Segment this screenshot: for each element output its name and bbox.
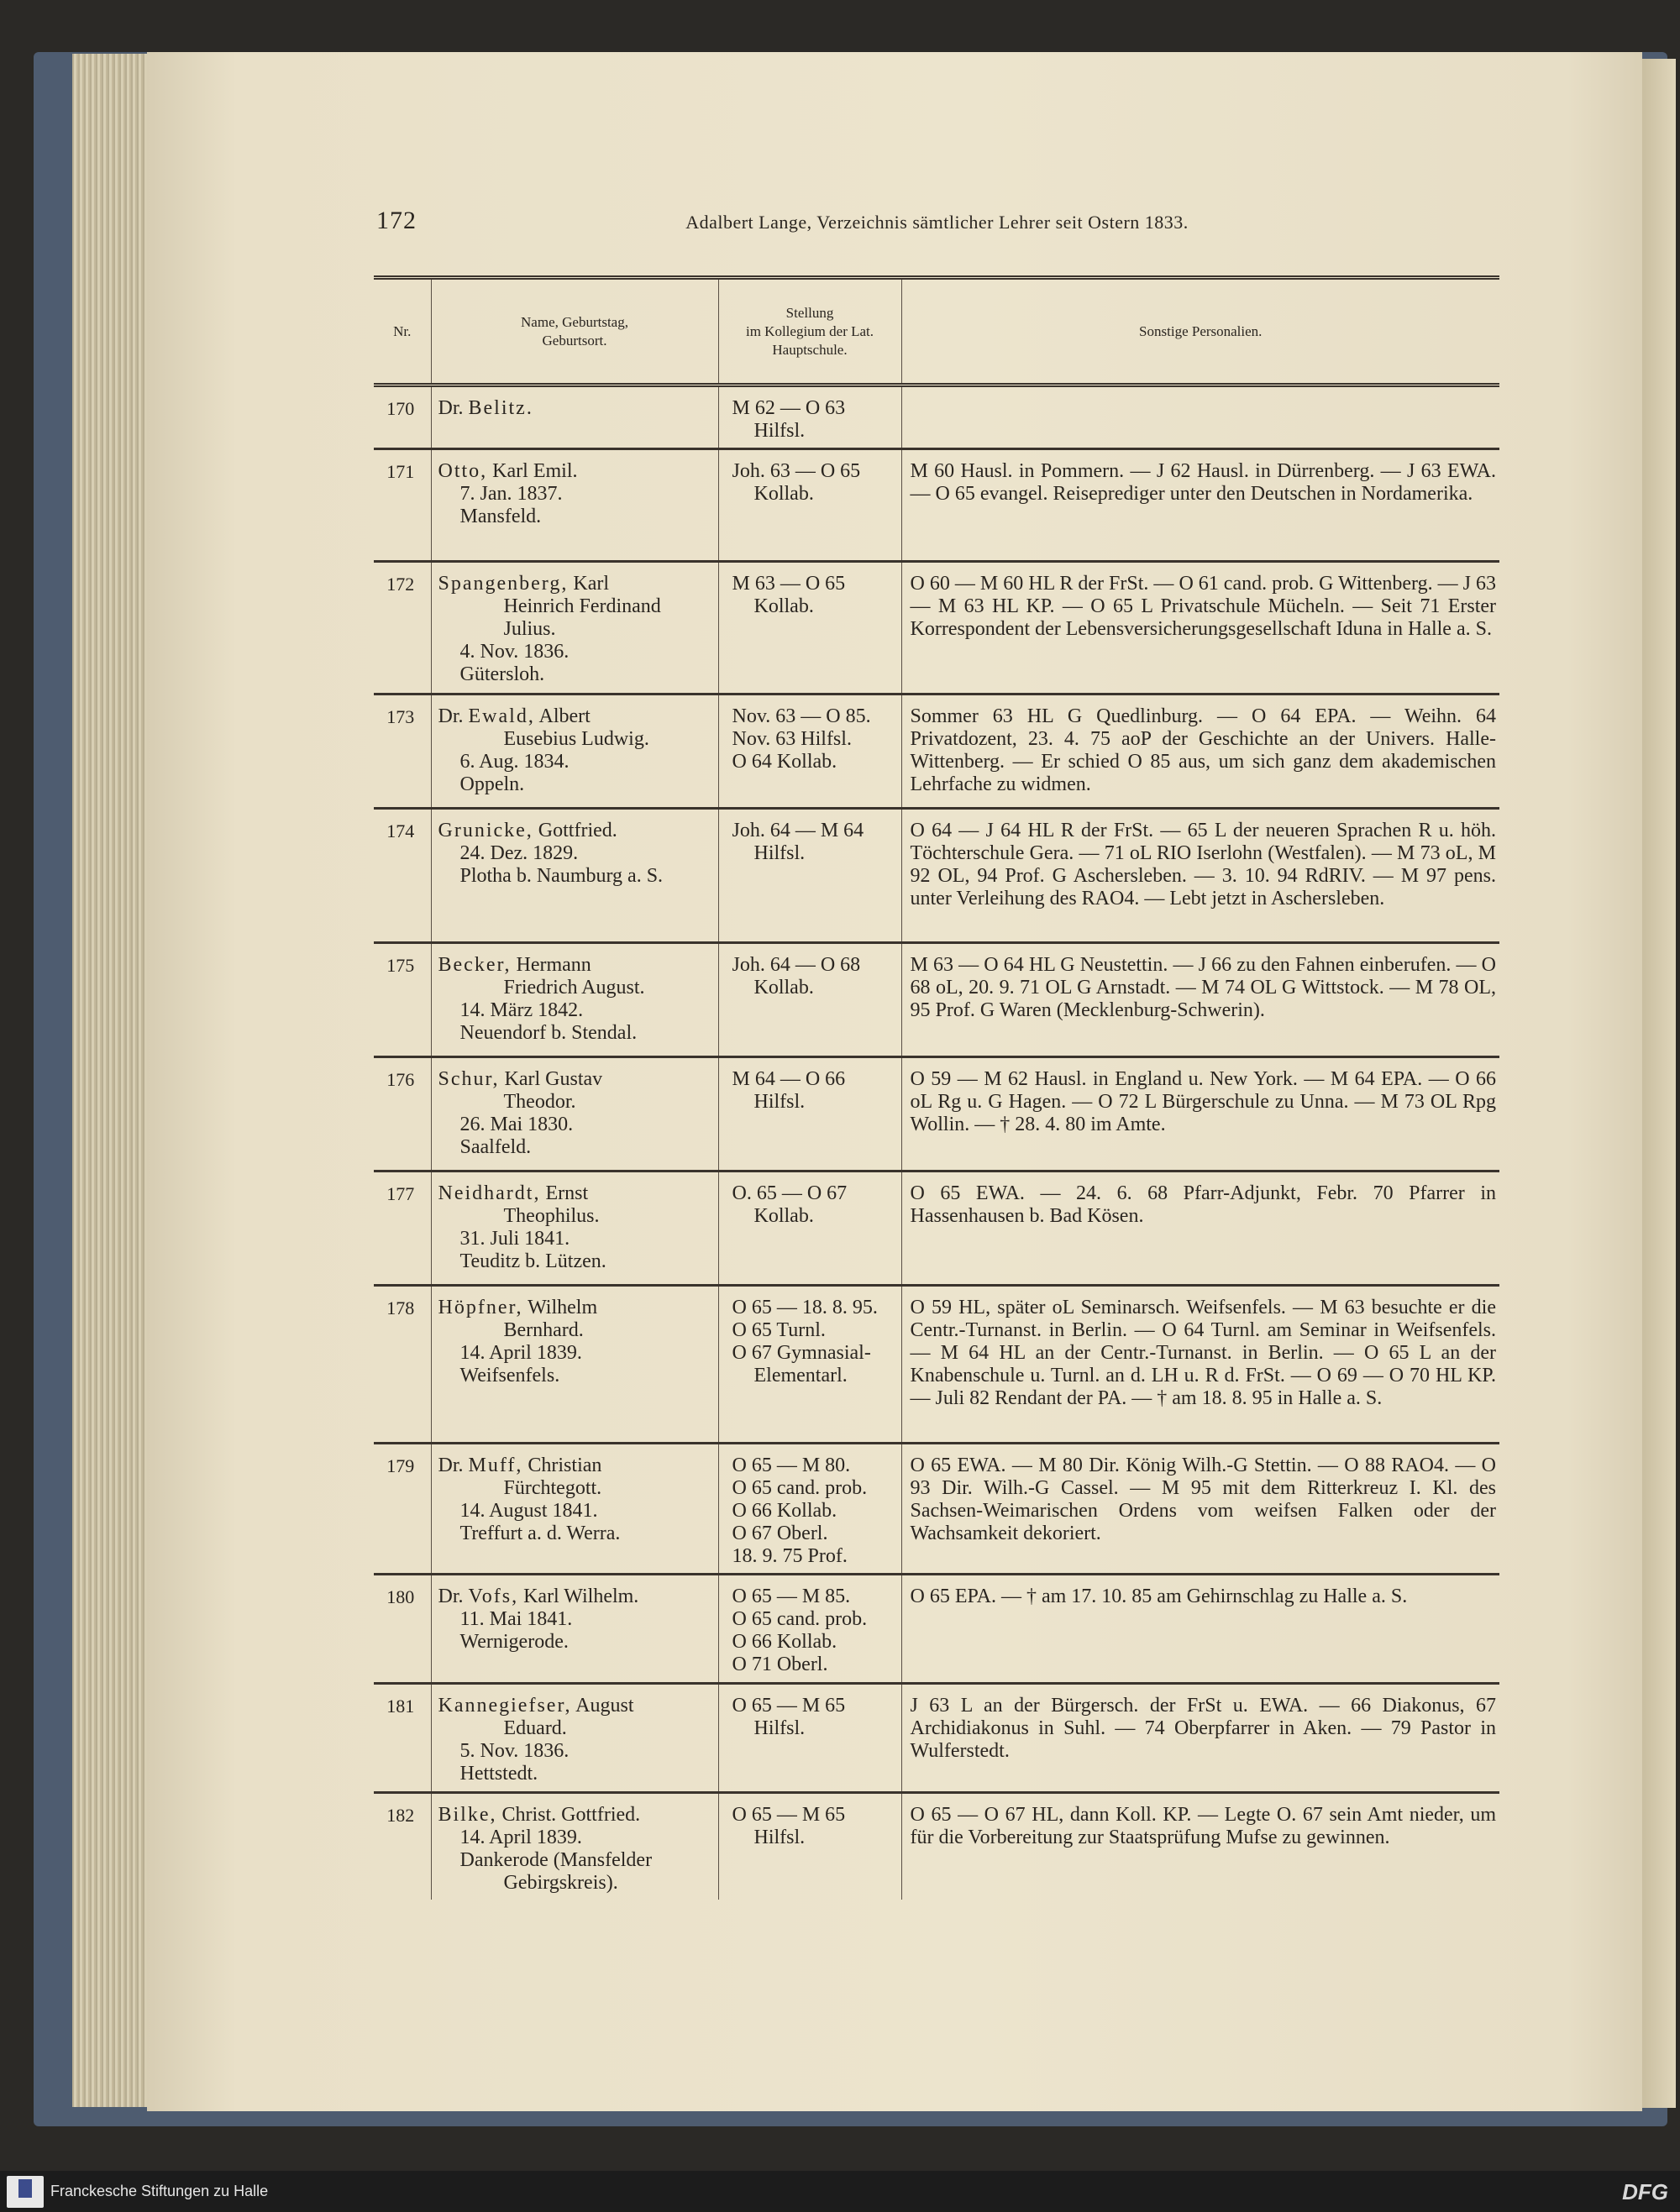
given-name: Julius. xyxy=(503,618,556,640)
register-row xyxy=(374,943,1499,1057)
entry-number: 172 xyxy=(374,562,431,695)
entry-number: 178 xyxy=(374,1286,431,1444)
given-name: Karl Wilhelm. xyxy=(523,1586,639,1607)
birth-place: Plotha b. Naumburg a. S. xyxy=(459,865,664,887)
header-stellung-line: im Kollegium der Lat. xyxy=(745,322,874,339)
position-line: O 65 — M 85. xyxy=(732,1586,851,1607)
position-cell xyxy=(718,449,901,562)
position-line: O 65 — M 65 xyxy=(732,1695,846,1717)
surname: Becker, xyxy=(438,954,512,976)
personal-details: O 60 — M 60 HL R der FrSt. — O 61 cand. prob. G Wittenberg. — J 63 — M 63 HL KP. — O 65 L Privatschule Mücheln. — Seit 71 Erster Korrespondent der Lebensversicherungsgesellschaft Iduna in Halle a. S. xyxy=(901,562,1499,695)
position-line: O 65 — M 80. xyxy=(732,1455,851,1476)
institution-name: Franckesche Stiftungen zu Halle xyxy=(50,2183,269,2199)
header-name-line: Name, Geburtstag, xyxy=(521,313,628,330)
given-name: Fürchtegott. xyxy=(503,1477,602,1499)
name-line xyxy=(438,397,715,420)
birth-date: 5. Nov. 1836. xyxy=(459,1740,570,1762)
position-line: Hilfsl. xyxy=(753,1717,806,1739)
birth-place: Dankerode (Mansfelder xyxy=(459,1849,653,1871)
entry-number: 173 xyxy=(374,695,431,809)
given-name: Christian xyxy=(528,1455,602,1476)
given-name: Karl xyxy=(573,573,610,595)
birth-place: Neuendorf b. Stendal. xyxy=(459,1022,638,1044)
position-line: O 64 Kollab. xyxy=(732,751,837,773)
position-line: O. 65 — O 67 xyxy=(732,1182,848,1204)
title-prefix: Dr. xyxy=(438,705,464,727)
position-line: Elementarl. xyxy=(753,1365,848,1386)
personal-details: Sommer 63 HL G Quedlinburg. — O 64 EPA. — Weihn. 64 Privatdozent, 23. 4. 75 aoP der Geschichte an der Univers. Halle-Wittenberg. — Er schied O 85 aus, um sich ganz dem akademischen Lehrfache zu widmen. xyxy=(901,695,1499,809)
entry-number: 182 xyxy=(374,1793,431,1900)
entry-name-cell xyxy=(431,1286,718,1444)
position-line: O 67 Gymnasial- xyxy=(732,1342,871,1364)
register-row xyxy=(374,449,1499,562)
table-header-row xyxy=(374,278,1499,385)
entry-number: 175 xyxy=(374,943,431,1057)
birth-date: 14. April 1839. xyxy=(459,1342,582,1364)
position-cell xyxy=(718,1575,901,1684)
position-line: Kollab. xyxy=(753,1205,814,1227)
entry-name-cell xyxy=(431,943,718,1057)
position-line: M 64 — O 66 xyxy=(732,1068,846,1090)
entry-name-cell xyxy=(431,449,718,562)
given-name: Gottfried. xyxy=(538,820,617,841)
birth-place: Teuditz b. Lützen. xyxy=(459,1250,606,1272)
name-line xyxy=(438,573,715,595)
position-cell xyxy=(718,1793,901,1900)
birth-date: 31. Juli 1841. xyxy=(459,1228,570,1250)
entry-number: 181 xyxy=(374,1684,431,1793)
personal-details: O 65 EWA. — 24. 6. 68 Pfarr-Adjunkt, Febr. 70 Pfarrer in Hassenhausen b. Bad Kösen. xyxy=(901,1172,1499,1286)
birth-date: 11. Mai 1841. xyxy=(459,1608,573,1630)
birth-place: Wernigerode. xyxy=(459,1631,569,1653)
title-prefix: Dr. xyxy=(438,1455,464,1476)
entry-name-cell xyxy=(431,385,718,449)
given-name: Christ. Gottfried. xyxy=(501,1804,641,1826)
birth-place: Oppeln. xyxy=(459,773,525,795)
personal-details: O 59 HL, später oL Seminarsch. Weifsenfels. — M 63 besuchte er die Centr.-Turnanst. in Berlin. — O 64 Turnl. am Seminar in Weifsenfels. — M 64 HL an der Centr.-Turnanst. in Berlin. — O 65 L an der Knabenschule u. Turnl. an d. LH u. R d. FrSt. — O 69 — O 70 HL KP. — Juli 82 Rendant der PA. — † am 18. 8. 95 in Halle a. S. xyxy=(901,1286,1499,1444)
register-row xyxy=(374,1793,1499,1900)
given-name: Theodor. xyxy=(503,1091,576,1113)
logo-mark-icon xyxy=(18,2179,32,2198)
birth-date: 14. April 1839. xyxy=(459,1827,582,1848)
register-row xyxy=(374,1575,1499,1684)
entry-number: 176 xyxy=(374,1057,431,1172)
personal-details xyxy=(901,385,1499,449)
header-nr: Nr. xyxy=(374,278,431,385)
page-header xyxy=(376,207,1498,240)
personal-details: M 63 — O 64 HL G Neustettin. — J 66 zu den Fahnen einberufen. — O 68 oL, 20. 9. 71 OL G Arnstadt. — M 74 OL G Wittstock. — M 78 OL, 95 Prof. G Waren (Mecklenburg-Schwerin). xyxy=(901,943,1499,1057)
position-line: O 65 cand. prob. xyxy=(732,1608,868,1630)
header-stellung xyxy=(718,278,901,385)
surname: Neidhardt, xyxy=(438,1182,541,1204)
surname: Bilke, xyxy=(438,1804,497,1826)
position-line: O 65 — M 65 xyxy=(732,1804,846,1826)
birth-place: Hettstedt. xyxy=(459,1763,538,1785)
entry-name-cell xyxy=(431,809,718,943)
surname: Schur, xyxy=(438,1068,500,1090)
name-line xyxy=(438,1586,715,1608)
position-line: M 62 — O 63 xyxy=(732,397,846,419)
name-line xyxy=(438,1068,715,1091)
position-line: Joh. 63 — O 65 xyxy=(732,460,861,482)
personal-details: O 64 — J 64 HL R der FrSt. — 65 L der neueren Sprachen R u. höh. Töchterschule Gera. — 71 oL RIO Iserlohn (Westfalen). — M 73 oL, M 92 OL, 94 Prof. G Aschersleben. — 3. 10. 94 RdRIV. — M 97 pens. unter Verleihung des RAO4. — Lebt jetzt in Aschersleben. xyxy=(901,809,1499,943)
personal-details: O 59 — M 62 Hausl. in England u. New York. — M 64 EPA. — O 66 oL Rg u. G Hagen. — O 72 L Bürgerschule zu Unna. — M 73 OL Rpg Wollin. — † 28. 4. 80 im Amte. xyxy=(901,1057,1499,1172)
birth-date: 4. Nov. 1836. xyxy=(459,641,570,663)
facing-page-edge xyxy=(1642,59,1676,2108)
name-line xyxy=(438,1695,715,1717)
position-line: Kollab. xyxy=(753,977,814,999)
register-row xyxy=(374,1684,1499,1793)
position-line: Kollab. xyxy=(753,483,814,505)
position-cell xyxy=(718,385,901,449)
teacher-register-table xyxy=(374,275,1499,1900)
register-body xyxy=(374,385,1499,1900)
position-line: O 71 Oberl. xyxy=(732,1654,828,1675)
personal-details: O 65 EWA. — M 80 Dir. König Wilh.-G Stettin. — O 88 RAO4. — O 93 Dir. Wilh.-G Cassel. — M 95 mit dem Ritterkreuz I. Kl. des Sachsen-Weimarischen Ordens vom weifsen Falken oder der Wachsamkeit dekoriert. xyxy=(901,1444,1499,1575)
given-name: Eusebius Ludwig. xyxy=(503,728,649,750)
position-line: Joh. 64 — M 64 xyxy=(732,820,864,841)
surname: Ewald, xyxy=(468,705,535,727)
birth-date: 24. Dez. 1829. xyxy=(459,842,579,864)
position-cell xyxy=(718,1444,901,1575)
position-line: Hilfsl. xyxy=(753,420,806,442)
position-cell xyxy=(718,1172,901,1286)
given-name: Eduard. xyxy=(503,1717,567,1739)
position-cell xyxy=(718,1057,901,1172)
birth-date: 14. März 1842. xyxy=(459,999,584,1021)
given-name: Hermann xyxy=(516,954,591,976)
entry-name-cell xyxy=(431,1444,718,1575)
register-row xyxy=(374,562,1499,695)
name-line xyxy=(438,1455,715,1477)
personal-details: O 65 EPA. — † am 17. 10. 85 am Gehirnschlag zu Halle a. S. xyxy=(901,1575,1499,1684)
header-name-line: Geburtsort. xyxy=(542,332,607,349)
position-line: M 63 — O 65 xyxy=(732,573,846,595)
register-row xyxy=(374,809,1499,943)
given-name: Heinrich Ferdinand xyxy=(503,595,661,617)
surname: Kannegiefser, xyxy=(438,1695,572,1717)
birth-place: Saalfeld. xyxy=(459,1136,532,1158)
header-name xyxy=(431,278,718,385)
name-line xyxy=(438,954,715,977)
position-cell xyxy=(718,695,901,809)
title-prefix: Dr. xyxy=(438,1586,464,1607)
name-line xyxy=(438,460,715,483)
register-row xyxy=(374,385,1499,449)
given-name: Friedrich August. xyxy=(503,977,645,999)
given-name: Theophilus. xyxy=(503,1205,600,1227)
header-stellung-line: Stellung xyxy=(785,304,834,321)
birth-date: 7. Jan. 1837. xyxy=(459,483,563,505)
name-line xyxy=(438,820,715,842)
position-line: O 66 Kollab. xyxy=(732,1631,837,1653)
register-row xyxy=(374,695,1499,809)
birth-place: Mansfeld. xyxy=(459,506,542,527)
entry-number: 174 xyxy=(374,809,431,943)
position-cell xyxy=(718,809,901,943)
position-line: Hilfsl. xyxy=(753,1827,806,1848)
position-line: O 66 Kollab. xyxy=(732,1500,837,1522)
position-line: 18. 9. 75 Prof. xyxy=(732,1545,848,1567)
given-name: Ernst xyxy=(545,1182,589,1204)
given-name: Karl Gustav xyxy=(504,1068,603,1090)
birth-date: 14. August 1841. xyxy=(459,1500,598,1522)
entry-name-cell xyxy=(431,695,718,809)
position-line: Hilfsl. xyxy=(753,1091,806,1113)
name-line xyxy=(438,1804,715,1827)
birth-date: 6. Aug. 1834. xyxy=(459,751,570,773)
surname: Vofs, xyxy=(468,1586,519,1607)
name-line xyxy=(438,1182,715,1205)
surname: Grunicke, xyxy=(438,820,533,841)
surname: Otto, xyxy=(438,460,488,482)
position-line: Nov. 63 Hilfsl. xyxy=(732,728,852,750)
entry-name-cell xyxy=(431,1172,718,1286)
register-row xyxy=(374,1444,1499,1575)
institution-logo xyxy=(7,2176,44,2208)
entry-name-cell xyxy=(431,1684,718,1793)
entry-number: 171 xyxy=(374,449,431,562)
position-cell xyxy=(718,562,901,695)
surname: Höpfner, xyxy=(438,1297,523,1318)
given-name: Karl Emil. xyxy=(492,460,578,482)
given-name: Albert xyxy=(538,705,591,727)
given-name: Wilhelm xyxy=(528,1297,598,1318)
personal-details: J 63 L an der Bürgersch. der FrSt u. EWA. — 66 Diakonus, 67 Archidiakonus in Suhl. — 74 Oberpfarrer in Aken. — 79 Pastor in Wulferstedt. xyxy=(901,1684,1499,1793)
entry-number: 177 xyxy=(374,1172,431,1286)
page-number: 172 xyxy=(376,207,417,234)
position-line: O 67 Oberl. xyxy=(732,1523,828,1544)
position-line: O 65 cand. prob. xyxy=(732,1477,868,1499)
entry-name-cell xyxy=(431,1793,718,1900)
register-row xyxy=(374,1172,1499,1286)
personal-details: M 60 Hausl. in Pommern. — J 62 Hausl. in Dürrenberg. — J 63 EWA. — O 65 evangel. Reiseprediger unter den Deutschen in Nordamerika. xyxy=(901,449,1499,562)
surname: Spangenberg, xyxy=(438,573,569,595)
given-name: August xyxy=(575,1695,634,1717)
birth-date: 26. Mai 1830. xyxy=(459,1114,574,1135)
position-line: Joh. 64 — O 68 xyxy=(732,954,861,976)
personal-details: O 65 — O 67 HL, dann Koll. KP. — Legte O. 67 sein Amt nieder, um für die Vorbereitung zur Staatsprüfung Mufse zu gewinnen. xyxy=(910,1804,1496,1848)
position-line: O 65 — 18. 8. 95. xyxy=(732,1297,878,1318)
position-line: Kollab. xyxy=(753,595,814,617)
running-title: Adalbert Lange, Verzeichnis sämtlicher Lehrer seit Ostern 1833. xyxy=(685,212,1189,233)
birth-place: Treffurt a. d. Werra. xyxy=(459,1523,621,1544)
entry-name-cell xyxy=(431,1057,718,1172)
page-edges xyxy=(72,54,151,2107)
entry-number: 179 xyxy=(374,1444,431,1575)
header-personalien: Sonstige Personalien. xyxy=(901,278,1499,385)
position-cell xyxy=(718,1286,901,1444)
birth-place: Gütersloh. xyxy=(459,663,545,685)
surname: Belitz. xyxy=(468,397,533,419)
viewer-footer xyxy=(0,2171,1680,2212)
position-line: O 65 Turnl. xyxy=(732,1319,826,1341)
register-row xyxy=(374,1286,1499,1444)
birth-place: Gebirgskreis). xyxy=(503,1872,618,1894)
register-row xyxy=(374,1057,1499,1172)
entry-name-cell xyxy=(431,1575,718,1684)
surname: Muff, xyxy=(468,1455,523,1476)
position-cell xyxy=(718,1684,901,1793)
dfg-logo: DFG xyxy=(1622,2179,1668,2204)
position-cell xyxy=(718,943,901,1057)
given-name: Bernhard. xyxy=(503,1319,584,1341)
entry-number: 180 xyxy=(374,1575,431,1684)
header-stellung-line: Hauptschule. xyxy=(772,341,848,358)
entry-number: 170 xyxy=(374,385,431,449)
title-prefix: Dr. xyxy=(438,397,464,419)
name-line xyxy=(438,705,715,728)
birth-place: Weifsenfels. xyxy=(459,1365,560,1386)
position-line: Hilfsl. xyxy=(753,842,806,864)
entry-name-cell xyxy=(431,562,718,695)
position-line: Nov. 63 — O 85. xyxy=(732,705,871,727)
name-line xyxy=(438,1297,715,1319)
